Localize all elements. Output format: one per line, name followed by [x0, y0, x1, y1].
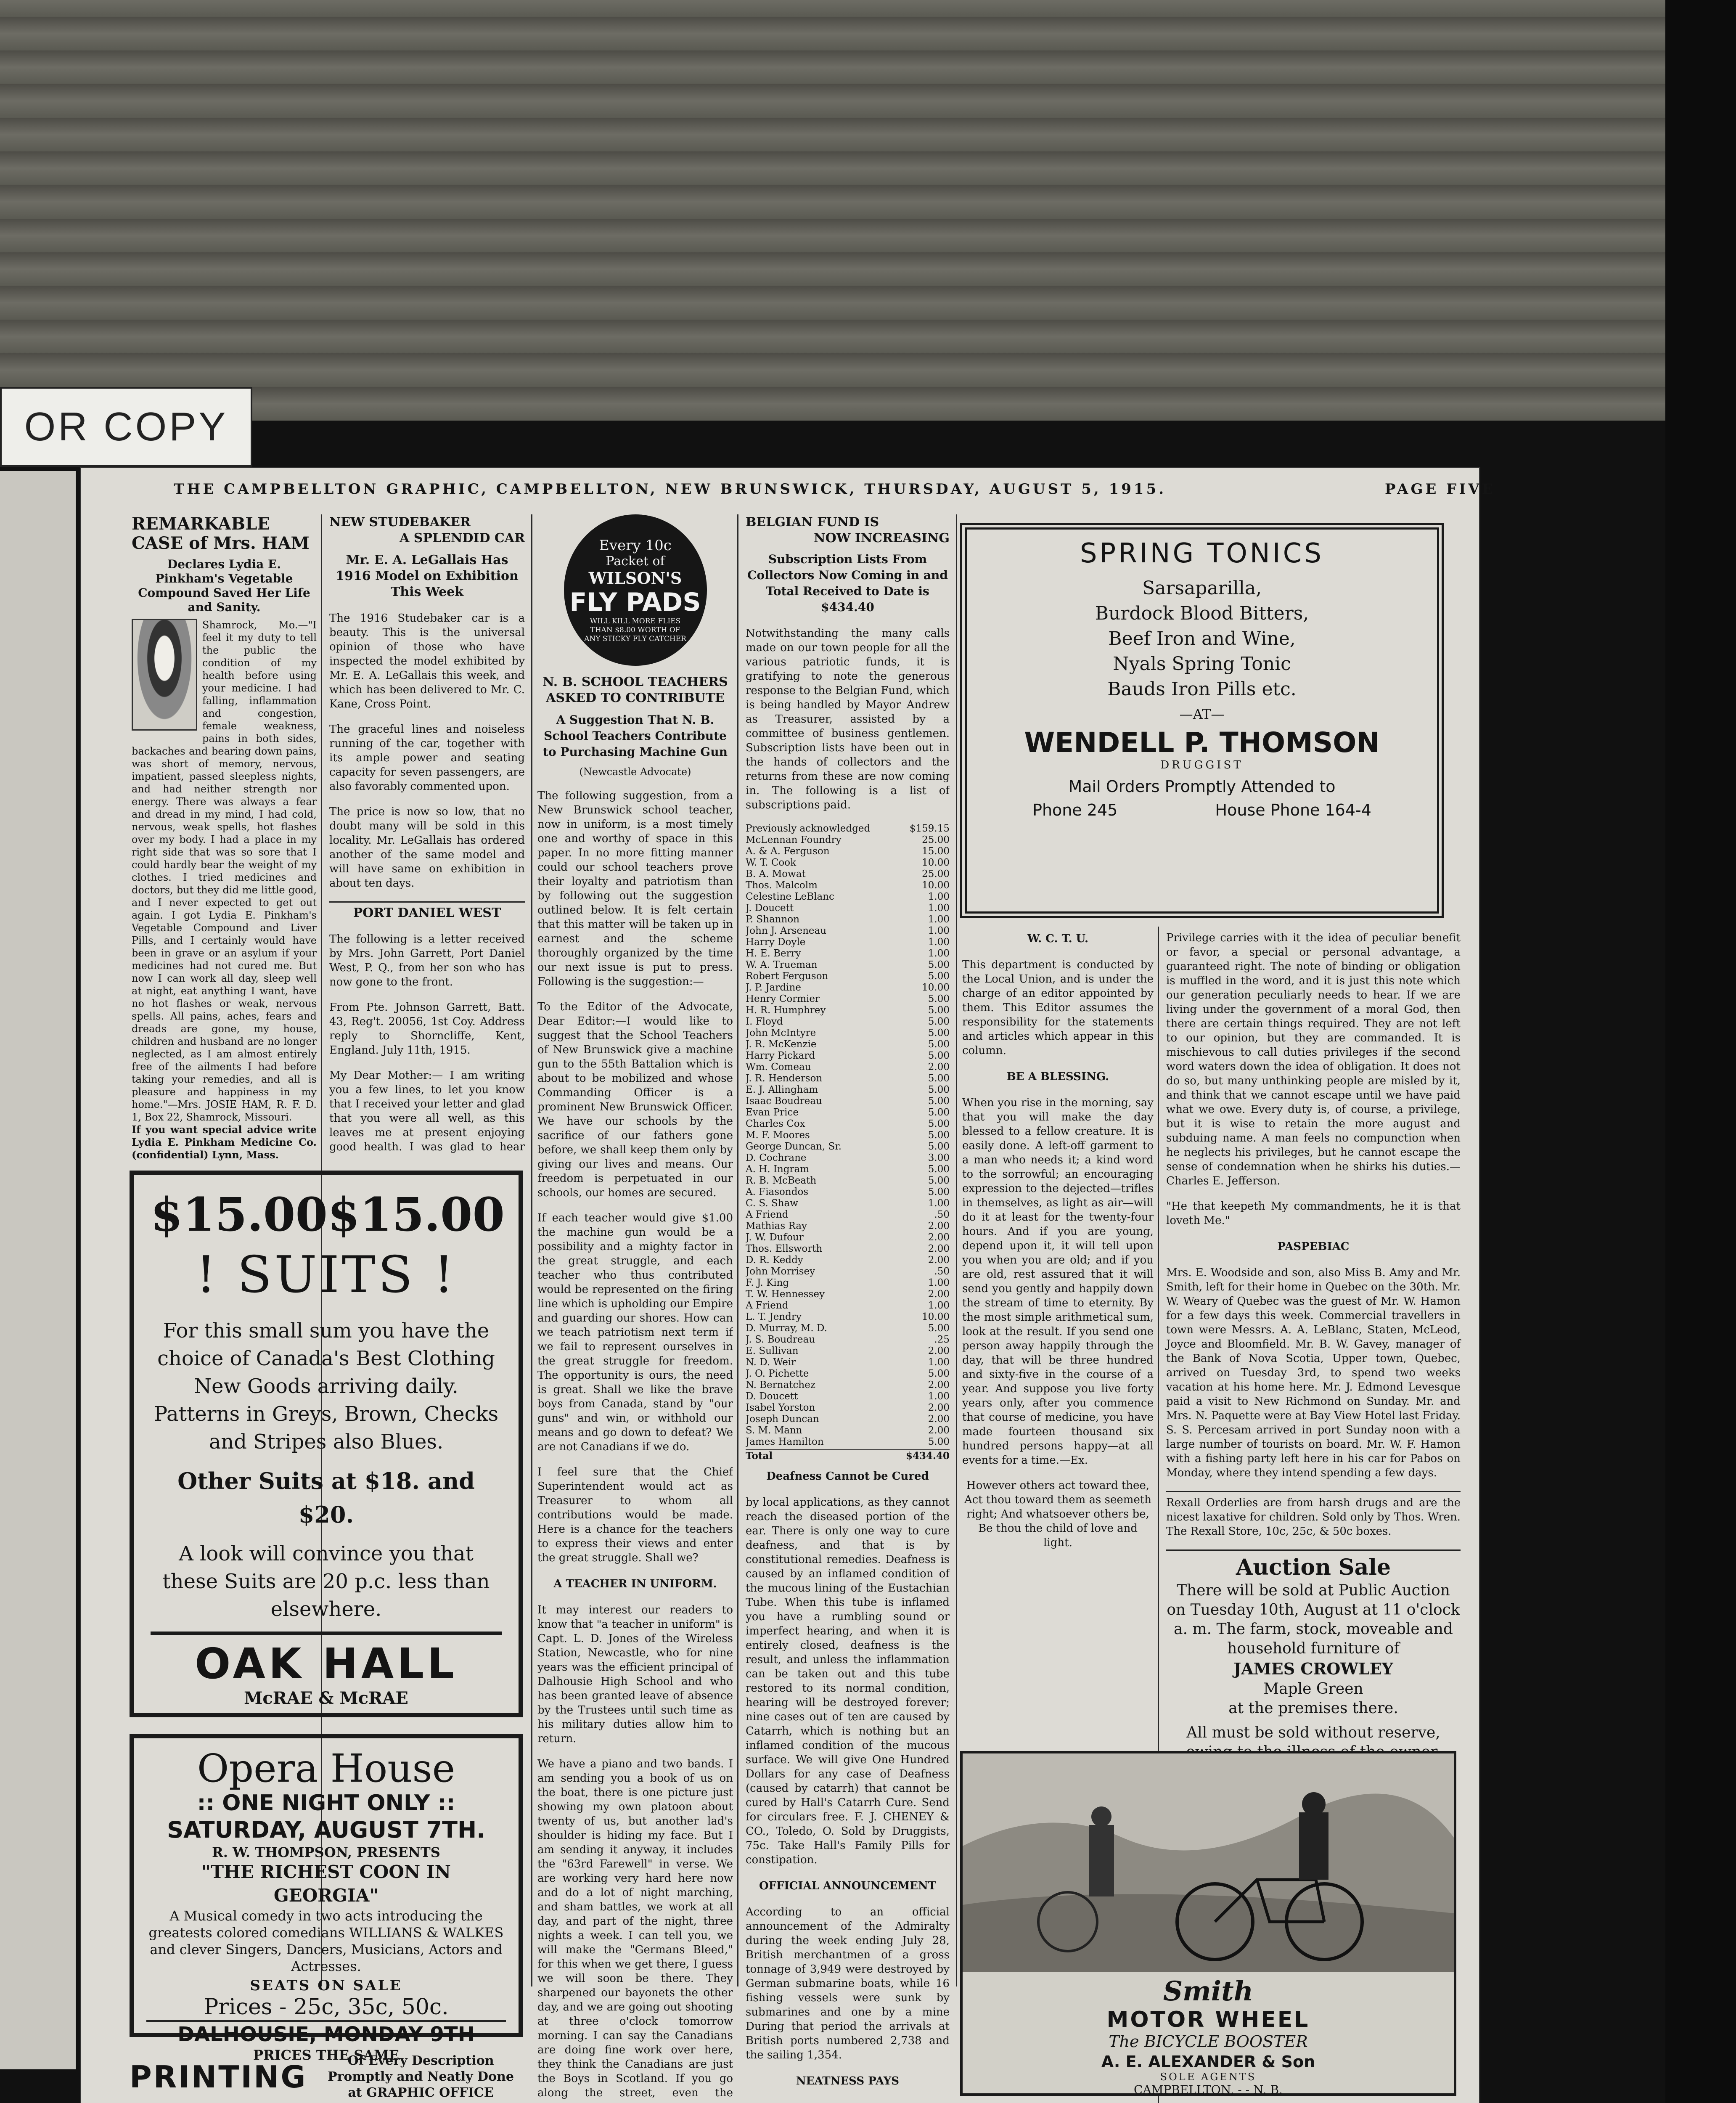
subscriber-name: J. S. Boudreau	[746, 1334, 815, 1345]
subscription-row	[746, 1073, 950, 1084]
subscriber-name: Harry Pickard	[746, 1050, 815, 1061]
subscription-row	[746, 1050, 950, 1062]
auction-place: Maple Green	[1263, 1680, 1363, 1698]
subscription-amount: 5.00	[928, 959, 950, 970]
subscription-amount: 1.00	[928, 937, 950, 948]
subscriber-name: E. Sullivan	[746, 1345, 799, 1356]
subscription-row	[746, 1107, 950, 1118]
subscriber-name: B. A. Mowat	[746, 869, 806, 879]
subscription-amount: 10.00	[922, 857, 950, 868]
subscription-row	[746, 834, 950, 846]
fly-pads-line-1: Every 10c	[599, 537, 672, 554]
column-5	[962, 931, 1154, 1553]
subscription-amount: 2.00	[928, 1414, 950, 1425]
letter-continued: We have a piano and two bands. I am sending you a book of us on the boat, there is one picture just showing my own platoon about twenty of us, but another lad's shoulder is hiding my face. But I am sending it anyway, it includes the "63rd Farewell" in verse. We are working very hard here now and do a lot of night marching, and sham battles, we work at all day, and part of the night, three nights a week. I can tell you, we will make the "Germans Bleed," for this when we get there, I guess we will soon be there. They sharpened our bayonets the other day, and we are going out shooting at three o'clock tomorrow morning. I can say the Canadians are doing fine work over here, they think the Canadians are just the Boys in Scotland. If you go along the street, even the	[537, 1758, 733, 2099]
subscription-row	[746, 925, 950, 937]
subscription-amount: 5.00	[928, 1130, 950, 1141]
subscription-total	[746, 1449, 950, 1462]
port-daniel-para-2: From Pte. Johnson Garrett, Batt. 43, Reg't. 20056, 1st Coy. Address reply to Shorncliffe, Kent, England. July 11th, 1915.	[329, 1001, 525, 1057]
subscriber-name: D. Cochrane	[746, 1152, 807, 1163]
opera-show: "THE RICHEST COON IN GEORGIA"	[201, 1862, 451, 1906]
subscription-row	[746, 1436, 950, 1448]
subscription-amount: 5.00	[928, 1164, 950, 1175]
column-rule	[956, 514, 957, 1986]
teacher-uniform-heading: A TEACHER IN UNIFORM.	[553, 1578, 717, 1590]
subscription-amount: 2.00	[928, 1402, 950, 1413]
subscription-row	[746, 982, 950, 993]
subscriber-name: J. Doucett	[746, 903, 794, 914]
column-3	[537, 514, 733, 2100]
spring-title: SPRING TONICS	[1080, 538, 1324, 569]
subscription-list	[746, 823, 950, 1448]
total-value: $434.40	[905, 1450, 950, 1462]
opera-date: SATURDAY, AUGUST 7TH.	[167, 1817, 485, 1843]
subscriber-name: D. R. Keddy	[746, 1255, 803, 1266]
smith-title-row	[963, 1976, 1454, 2051]
subscription-row	[746, 1402, 950, 1414]
paspebiac-body: Mrs. E. Woodside and son, also Miss B. Amy and Mr. Smith, left for their home in Quebec on the 30th. Mr. W. Weary of Quebec was the guest of Mr. W. Hamon for a few days this week. Commercial travellers in town were Messrs. A. A. LeBlanc, Staten, McLeod, Joyce and Bloomfield. Mr. B. W. Gavey, manager of the Bank of Nova Scotia, Upper town, Quebec, arrived on Tuesday 3rd, to spend two weeks vacation at his home here. Mr. J. Edmond Levesque paid a visit to New Richmond on Sunday. Mr. and Mrs. N. Paquette were at Bay View Hotel last Friday. S. S. Percesam arrived in port Sunday noon with a large number of tourists on board. Mr. W. F. Hamon with a fishing party left here in his car for Pabos on Monday, where they intend spending a few days.	[1166, 1266, 1461, 1479]
subscriber-name: J. W. Dufour	[746, 1232, 804, 1243]
belgian-subheading: NOW INCREASING	[814, 531, 950, 546]
subscription-amount: 10.00	[922, 880, 950, 891]
pinkham-ad	[132, 514, 317, 1187]
subscription-amount: 1.00	[928, 1198, 950, 1209]
subscription-amount: 2.00	[928, 1380, 950, 1391]
subscriber-name: S. M. Mann	[746, 1425, 802, 1436]
belgian-deck: Subscription Lists From Collectors Now Coming in and Total Received to Date is $434.40	[747, 552, 948, 614]
subscription-amount: 5.00	[928, 1107, 950, 1118]
subscription-row	[746, 880, 950, 891]
subscription-row	[746, 1198, 950, 1209]
subscription-amount: 3.00	[928, 1152, 950, 1163]
column-1	[132, 514, 317, 1187]
subscription-amount: 1.00	[928, 903, 950, 914]
subscription-row	[746, 1084, 950, 1096]
subscription-row	[746, 846, 950, 857]
subscription-amount: 5.00	[928, 1118, 950, 1129]
subscription-amount: 5.00	[928, 971, 950, 982]
subscription-row	[746, 1141, 950, 1152]
pinkham-footer: If you want special advice write Lydia E. Pinkham Medicine Co. (confidential) Lynn, Mass.	[132, 1123, 317, 1161]
subscriber-name: I. Floyd	[746, 1016, 783, 1027]
subscription-amount: 5.00	[928, 1436, 950, 1447]
subscriber-name: N. Bernatchez	[746, 1380, 815, 1391]
smith-agent: A. E. ALEXANDER & Son	[1101, 2053, 1315, 2071]
subscription-amount: 1.00	[928, 914, 950, 925]
subscription-row	[746, 1334, 950, 1345]
subscriber-name: C. S. Shaw	[746, 1198, 798, 1209]
subscription-row	[746, 1345, 950, 1357]
paspebiac-heading: PASPEBIAC	[1277, 1240, 1350, 1253]
subscription-amount: 2.00	[928, 1289, 950, 1300]
spring-druggist: DRUGGIST	[1160, 759, 1244, 771]
subscriber-name: W. A. Trueman	[746, 959, 818, 970]
subscription-row	[746, 971, 950, 982]
subscriber-name: A Friend	[746, 1209, 789, 1220]
smith-subtitle: The BICYCLE BOOSTER	[1109, 2032, 1308, 2051]
subscription-amount: 5.00	[928, 1096, 950, 1107]
subscription-row	[746, 1221, 950, 1232]
subscription-amount: 1.00	[928, 1277, 950, 1288]
deafness-body: by local applications, as they cannot reach the diseased portion of the ear. There is only one way to cure deafness, and that is by constitutional remedies. Deafness is caused by an inflamed condition of the mucous lining of the Eustachian Tube. When this tube is inflamed you have a rumbling sound or imperfect hearing, and when it is entirely closed, deafness is the result, and unless the inflammation can be taken out and this tube restored to its normal condition, hearing will be destroyed forever; nine cases out of ten are caused by Catarrh, which is nothing but an inflamed condition of the mucous surface. We will give One Hundred Dollars for any case of Deafness (caused by catarrh) that cannot be cured by Hall's Catarrh Cure. Send for circulars free. F. J. CHENEY & CO., Toledo, O. Sold by Druggists, 75c. Take Hall's Family Pills for constipation.	[746, 1496, 950, 1866]
subscription-amount: 1.00	[928, 948, 950, 959]
subscriber-name: John McIntyre	[746, 1028, 816, 1038]
auction-at: at the premises there.	[1228, 1700, 1398, 1717]
suits-line-4: Other Suits at $18. and $20.	[177, 1467, 475, 1528]
auction-name: JAMES CROWLEY	[1233, 1659, 1393, 1678]
spring-item: Burdock Blood Bitters,	[1095, 603, 1309, 624]
subscriber-name: T. W. Hennessey	[746, 1289, 825, 1300]
teachers-para-2: To the Editor of the Advocate, Dear Editor:—I would like to suggest that the School Teachers of New Brunswick give a machine gun to the 55th Battalion which is about to be mobilized and whose Commanding Officer is a prominent New Brunswick Officer. We have our schools by the sacrifice of our fathers gone before, we shall keep them only by giving our lives and means. Our freedom is perpetuated in our schools, our homes are secured.	[537, 1001, 733, 1199]
subscription-row	[746, 1311, 950, 1323]
subscriber-name: A. & A. Ferguson	[746, 846, 830, 857]
studebaker-subheading: A SPLENDID CAR	[400, 531, 525, 546]
subscription-amount: 2.00	[928, 1243, 950, 1254]
subscriber-name: Wm. Comeau	[746, 1062, 811, 1073]
pinkham-headline: REMARKABLE	[132, 514, 270, 534]
suits-store-name: OAK HALL	[195, 1639, 458, 1688]
masthead	[174, 481, 1495, 506]
subscriber-name: H. E. Berry	[746, 948, 801, 959]
port-daniel-para-1: The following is a letter received by Mrs. John Garrett, Port Daniel West, P. Q., from her son who has now gone to the front.	[329, 933, 525, 988]
subscriber-name: J. R. Henderson	[746, 1073, 823, 1084]
subscription-amount: 25.00	[922, 834, 950, 845]
subscription-amount: 5.00	[928, 1084, 950, 1095]
subscription-row	[746, 1425, 950, 1436]
column-4	[746, 514, 950, 2100]
right-dark-strip	[1665, 0, 1736, 2103]
subscription-amount: 5.00	[928, 993, 950, 1004]
fly-pads-line-2: Packet of	[606, 554, 665, 569]
subscription-row	[746, 1368, 950, 1380]
subscriber-name: F. J. King	[746, 1277, 789, 1288]
subscription-amount: 2.00	[928, 1232, 950, 1243]
subscription-amount: .25	[934, 1334, 950, 1345]
spring-at: —AT—	[1179, 706, 1225, 722]
subscription-row	[746, 1380, 950, 1391]
subscriber-name: P. Shannon	[746, 914, 800, 925]
portrait-image	[132, 619, 197, 731]
belgian-heading: BELGIAN FUND IS	[746, 515, 879, 530]
opera-seats: SEATS ON SALE	[250, 1977, 402, 1994]
subscription-amount: 25.00	[922, 869, 950, 879]
pinkham-body: Shamrock, Mo.—"I feel it my duty to tell the public the condition of my health before using your medicine. I had falling, inflammation and congestion, female weakness, pains in both sides, backaches and bearing down pains, was short of memory, nervous, impatient, passed sleepless nights, and had neither strength nor energy. There was always a fear and dread in my mind, I had cold, nervous, weak spells, hot flashes over my body. I had a place in my right side that was so sore that I could hardly bear the weight of my clothes. I tried medicines and doctors, but they did me little good, and I never expected to get out again. I got Lydia E. Pinkham's Vegetable Compound and Liver Pills, and I certainly would have been in grave or an asylum if your medicines had not cured me. But now I can work all day, sleep well at night, eat anything I want, have no hot flashes or weak, nervous spells. All pains, aches, fears and dreads are gone, my house, children and husband are no longer neglected, as I am almost entirely free of the ailments I had before taking your remedies, and all is pleasure and happiness in my home."—Mrs. JOSIE HAM, R. F. D. 1, Box 22, Shamrock, Missouri.	[132, 619, 317, 1123]
spring-item: Bauds Iron Pills etc.	[1107, 678, 1297, 700]
bicycle-illustration	[963, 1753, 1454, 1972]
subscriber-name: John Morrisey	[746, 1266, 815, 1277]
spring-tonics-ad	[960, 523, 1444, 918]
subscription-amount: 1.00	[928, 1391, 950, 1402]
opera-prices: Prices - 25c, 35c, 50c.	[204, 1994, 449, 2020]
subscription-amount: 2.00	[928, 1425, 950, 1436]
fly-pads-line-3: WILSON'S	[588, 568, 682, 588]
subscription-amount: 5.00	[928, 1050, 950, 1061]
subscription-row	[746, 1289, 950, 1300]
port-daniel-para-3: My Dear Mother:— I am writing you a few lines, to let you know that I received your letter and glad that you were all well, as this leaves me at present enjoying good health. I was glad to hear	[329, 1069, 525, 1153]
subscriber-name: George Duncan, Sr.	[746, 1141, 842, 1152]
fly-pads-line-5: WILL KILL MORE FLIES THAN $8.00 WORTH OF ANY STICKY FLY CATCHER	[584, 617, 686, 643]
spring-item: Sarsaparilla,	[1142, 577, 1262, 599]
teachers-deck: A Suggestion That N. B. School Teachers Contribute to Purchasing Machine Gun	[543, 713, 728, 759]
teacher-uniform-para: It may interest our readers to know that "a teacher in uniform" is Capt. L. D. Jones of the Wireless Station, Newcastle, who for nine years was the efficient principal of Dalhousie High School and who has been granted leave of absence by the Trustees until such time as his military duties allow him to return.	[537, 1604, 733, 1745]
opera-description: A Musical comedy in two acts introducing the greatests colored comedians WILLIANS & WALKES and clever Singers, Dancers, Musicians, Actors and Actresses.	[148, 1908, 504, 1974]
spring-phone: Phone 245	[1032, 801, 1118, 819]
subscription-row	[746, 1187, 950, 1198]
column-2	[329, 514, 525, 1154]
blessing-body: When you rise in the morning, say that you will make the day blessed to a fellow creature. It is easily done. A left-off garment to a man who needs it; a kind word to the sorrowful; an encouraging expression to the dejected—trifles in themselves, as light as air—will do it at least for the twenty-four hours. And if you are young, depend upon it, it will tell upon you when you are old; and if you are old, rest assured that it will send you gently and happily down the stream of time to eternity. By the most simple arithmetical sum, look at the result. If you send one person away happily through the day, that will be three hundred and sixty-five in the course of a year. And suppose you live forty years only, after you commence that course of medicine, you have made fourteen thousand six hundred persons happy—at all events for a time.—Ex.	[962, 1097, 1154, 1467]
subscriber-name: Thos. Ellsworth	[746, 1243, 823, 1254]
suits-store-owner: McRAE & McRAE	[244, 1688, 408, 1708]
subscription-amount: 5.00	[928, 1016, 950, 1027]
subscriber-name: Robert Ferguson	[746, 971, 828, 982]
subscriber-name: H. R. Humphrey	[746, 1005, 826, 1016]
opera-dalhousie: DALHOUSIE, MONDAY 9TH	[146, 2020, 506, 2047]
newspaper-page	[80, 467, 1495, 2103]
spring-store: WENDELL P. THOMSON	[1024, 726, 1380, 759]
subscription-amount: 10.00	[922, 1311, 950, 1322]
smith-brand: Smith	[1163, 1976, 1254, 2007]
subscription-row	[746, 1277, 950, 1289]
auction-heading: Auction Sale	[1236, 1555, 1391, 1580]
suits-price-row	[151, 1187, 505, 1242]
subscriber-name: James Hamilton	[746, 1436, 824, 1447]
subscription-row	[746, 914, 950, 925]
subscription-amount: .50	[934, 1266, 950, 1277]
subscriber-name: Charles Cox	[746, 1118, 805, 1129]
opera-title: Opera House	[197, 1746, 455, 1791]
subscription-row	[746, 959, 950, 971]
subscriber-name: J. P. Jardine	[746, 982, 801, 993]
admiralty-body: According to an official announcement of the Admiralty during the week ending July 28, British merchantmen of a gross tonnage of 3,949 were destroyed by German submarine boats, while 16 fishing vessels were sunk by submarines and one by a mine During that period the arrivals at British ports numbered 2,738 and the sailing 1,354.	[746, 1906, 950, 2061]
subscriber-name: Harry Doyle	[746, 937, 806, 948]
privilege-body: Privilege carries with it the idea of peculiar benefit or favor, a special or personal advantage, a guaranteed right. The note of binding or obligation is muffled in the word, and it is just this note which our generation peculiarly needs to hear. If we are living under the government of a moral God, then there are certain things required. They are not left to our opinion, but they are commanded. It is mischievous to call duties privileges if the second word waters down the idea of obligation. It does not do so, but many unthinking people are misled by it, and think that we cannot escape until we have paid what we owe. Every duty is, of course, a privilege, but it is wise to retain the more august and subduing name. A man feels no compunction when he neglects his privileges, but he cannot escape the sense of condemnation when he shirks his duties.—Charles E. Jefferson.	[1166, 932, 1461, 1187]
subscription-row	[746, 869, 950, 880]
studebaker-para-3: The price is now so low, that no doubt many will be sold in this locality. Mr. LeGallais has ordered another of the same model and will have same on exhibition in about ten days.	[329, 805, 525, 890]
subscription-row	[746, 1062, 950, 1073]
subscriber-name: M. F. Moores	[746, 1130, 810, 1141]
subscription-amount: .50	[934, 1209, 950, 1220]
suits-line-1: For this small sum you have the choice of Canada's Best Clothing	[157, 1319, 495, 1370]
auction-terms: All must be sold without reserve,	[1186, 1724, 1440, 1741]
subscription-amount: 2.00	[928, 1345, 950, 1356]
teachers-subheading: ASKED TO CONTRIBUTE	[546, 691, 725, 705]
subscriber-name: Thos. Malcolm	[746, 880, 818, 891]
subscription-amount: 2.00	[928, 1062, 950, 1073]
studebaker-heading: NEW STUDEBAKER	[329, 515, 471, 530]
subscription-amount: 5.00	[928, 1073, 950, 1084]
subscription-row	[746, 948, 950, 959]
opera-house-ad	[130, 1734, 523, 2063]
masthead-right: PAGE FIVE	[1385, 481, 1495, 498]
subscription-row	[746, 1243, 950, 1255]
suits-line-2: New Goods arriving daily.	[194, 1375, 458, 1398]
column-rule	[531, 514, 532, 1986]
subscriber-name: W. T. Cook	[746, 857, 797, 868]
teachers-para-1: The following suggestion, from a New Brunswick school teacher, now in uniform, is a most timely one and worthy of space in this paper. In no more fitting manner could our school teachers prove their loyalty and patriotism than by following out the suggestion outlined below. It is felt certain that this matter will be taken up in earnest and the scheme thoroughly organized by the time our next issue is put to press. Following is the suggestion:—	[537, 789, 733, 988]
spring-phones	[984, 801, 1420, 819]
port-daniel-heading: PORT DANIEL WEST	[329, 901, 525, 921]
subscriber-name: J. O. Pichette	[746, 1368, 809, 1379]
subscriber-name: N. D. Weir	[746, 1357, 796, 1368]
fly-pads-ad	[564, 514, 707, 666]
subscription-amount: 1.00	[928, 1300, 950, 1311]
subscription-amount: 1.00	[928, 925, 950, 936]
subscription-row	[746, 1005, 950, 1016]
subscription-row	[746, 1300, 950, 1311]
suits-price-left: $15.00	[151, 1187, 328, 1242]
subscriber-name: A. H. Ingram	[746, 1164, 810, 1175]
subscriber-name: Henry Cormier	[746, 993, 820, 1004]
subscription-amount: 5.00	[928, 1323, 950, 1334]
admiralty-heading: OFFICIAL ANNOUNCEMENT	[759, 1880, 937, 1892]
subscriber-name: Isaac Boudreau	[746, 1096, 822, 1107]
printing-description: Of Every Description Promptly and Neatly Done at GRAPHIC OFFICE	[328, 2053, 514, 2100]
subscription-amount: 5.00	[928, 1141, 950, 1152]
subscriber-name: John J. Arseneau	[746, 925, 827, 936]
opera-presents: R. W. THOMPSON, PRESENTS	[212, 1844, 440, 1860]
subscription-amount: 10.00	[922, 982, 950, 993]
column-6	[1166, 931, 1461, 1801]
subscription-row	[746, 1209, 950, 1221]
fly-pads-line-4: FLY PADS	[569, 587, 701, 617]
studebaker-para-2: The graceful lines and noiseless running of the car, together with its ample power and seating capacity for seven passengers, are also favorably commented upon.	[329, 723, 525, 793]
subscription-amount: 5.00	[928, 1175, 950, 1186]
spring-mail: Mail Orders Promptly Attended to	[1068, 777, 1336, 796]
deafness-heading: Deafness Cannot be Cured	[766, 1470, 929, 1483]
wctu-body: This department is conducted by the Local Union, and is under the charge of an editor appointed by them. This Editor assumes the responsibility for the statements and articles which appear in this column.	[962, 959, 1154, 1057]
pinkham-subhead: Declares Lydia E. Pinkham's Vegetable Compound Saved Her Life and Sanity.	[138, 557, 310, 614]
subscriber-name: McLennan Foundry	[746, 834, 842, 845]
subscriber-name: D. Murray, M. D.	[746, 1323, 827, 1334]
smith-city: CAMPBELLTON, - - N. B.	[1134, 2083, 1283, 2097]
smith-sole-agents: SOLE AGENTS	[1160, 2071, 1257, 2083]
subscription-row	[746, 903, 950, 914]
subscriber-name: Evan Price	[746, 1107, 799, 1118]
subscriber-name: A. Fiasondos	[746, 1187, 809, 1197]
subscription-amount: 2.00	[928, 1255, 950, 1266]
subscription-amount: 1.00	[928, 1357, 950, 1368]
spring-items	[984, 576, 1420, 702]
subscription-row	[746, 857, 950, 869]
subscription-row	[746, 1039, 950, 1050]
total-label: Total	[746, 1450, 773, 1462]
column-rule	[737, 514, 738, 1986]
suits-line-3: Patterns in Greys, Brown, Checks and Stripes also Blues.	[153, 1402, 499, 1454]
subscription-row	[746, 891, 950, 903]
subscriber-name: L. T. Jendry	[746, 1311, 802, 1322]
subscriber-name: Joseph Duncan	[746, 1414, 819, 1425]
subscriber-name: E. J. Allingham	[746, 1084, 818, 1095]
suits-title: ! SUITS !	[196, 1246, 457, 1304]
smith-motor-wheel-ad	[960, 1751, 1456, 2096]
printing-ad	[130, 2050, 523, 2103]
spring-house-phone: House Phone 164-4	[1215, 801, 1371, 819]
subscription-amount: 5.00	[928, 1187, 950, 1197]
masthead-left: THE CAMPBELLTON GRAPHIC, CAMPBELLTON, NEW BRUNSWICK, THURSDAY, AUGUST 5, 1915.	[174, 481, 1167, 498]
teachers-para-3: If each teacher would give $1.00 the machine gun would be a possibility and a mighty factor in the great struggle, and each teacher who thus contributed would be represented on the firing line which is upholding our Empire and guarding our shores. How can we teach patriotism next term if we fail to represent ourselves in the great struggle for freedom. The opportunity is ours, the need is great. Shall we like the brave boys from Canada, stand by "our guns" and win, or withhold our means and go down to defeat? We are not Canadians if we do.	[537, 1212, 733, 1453]
subscription-amount: 5.00	[928, 1368, 950, 1379]
subscription-row	[746, 1118, 950, 1130]
subscription-row	[746, 1016, 950, 1028]
scripture-quote: "He that keepeth My commandments, he it is that loveth Me."	[1166, 1200, 1461, 1227]
subscription-amount: 5.00	[928, 1005, 950, 1016]
suits-store-block	[151, 1632, 502, 1708]
subscription-amount: 2.00	[928, 1221, 950, 1232]
subscription-amount: 1.00	[928, 891, 950, 902]
subscription-row	[746, 1164, 950, 1175]
smith-title: MOTOR WHEEL	[1106, 2007, 1310, 2032]
subscription-amount: 5.00	[928, 1028, 950, 1038]
subscription-row	[746, 1175, 950, 1187]
spring-item: Beef Iron and Wine,	[1108, 628, 1296, 649]
subscription-amount: 5.00	[928, 1039, 950, 1050]
subscription-amount: 15.00	[922, 846, 950, 857]
teachers-para-4: I feel sure that the Chief Superintendent would act as Treasurer to whom all contributions would be made. Here is a chance for the teachers to express their views and enter the great struggle. Shall we?	[537, 1466, 733, 1564]
teachers-source: (Newcastle Advocate)	[579, 766, 691, 778]
subscription-row	[746, 1152, 950, 1164]
subscriber-name: D. Doucett	[746, 1391, 798, 1402]
auction-body: There will be sold at Public Auction on Tuesday 10th, August at 11 o'clock a. m. The farm, stock, moveable and household furniture of	[1167, 1582, 1460, 1657]
suits-ad	[130, 1171, 523, 1717]
copy-label: OR COPY	[0, 387, 252, 467]
subscriber-name: Isabel Yorston	[746, 1402, 815, 1413]
opera-night: :: ONE NIGHT ONLY ::	[197, 1790, 455, 1816]
subscription-row	[746, 1414, 950, 1425]
spring-item: Nyals Spring Tonic	[1113, 653, 1291, 675]
belgian-intro: Notwithstanding the many calls made on our town people for all the various patriotic funds, it is gratifying to note the generous response to the Belgian Fund, which is being handled by Mayor Andrew as Treasurer, assisted by a committee of business gentlemen. Subscription lists have been out in the hands of collectors and the returns from these are now coming in. The following is a list of subscriptions paid.	[746, 627, 950, 811]
subscription-row	[746, 1130, 950, 1141]
subscription-row	[746, 1096, 950, 1107]
subscription-row	[746, 823, 950, 834]
subscription-row	[746, 1232, 950, 1243]
subscription-amount: $159.15	[909, 823, 950, 834]
suits-price-right: $15.00	[328, 1187, 505, 1242]
subscription-row	[746, 1255, 950, 1266]
subscriber-name: R. B. McBeath	[746, 1175, 817, 1186]
printing-title: PRINTING	[130, 2059, 307, 2095]
subscriber-name: J. R. McKenzie	[746, 1039, 817, 1050]
background-board	[0, 0, 1736, 421]
wctu-heading: W. C. T. U.	[1027, 932, 1089, 945]
studebaker-deck: Mr. E. A. LeGallais Has 1916 Model on Exhibition This Week	[336, 553, 519, 599]
subscription-row	[746, 1357, 950, 1368]
pinkham-headline-2: CASE of Mrs. HAM	[132, 533, 310, 553]
neatness-heading: NEATNESS PAYS	[796, 2075, 900, 2087]
blessing-heading: BE A BLESSING.	[1006, 1070, 1109, 1083]
subscription-row	[746, 1323, 950, 1334]
teachers-heading: N. B. SCHOOL TEACHERS	[542, 675, 728, 689]
studebaker-para-1: The 1916 Studebaker car is a beauty. This is the universal opinion of those who have inspected the model exhibited by Mr. E. A. LeGallais this week, and which has been delivered to Mr. C. Kane, Cross Point.	[329, 612, 525, 710]
subscription-row	[746, 1391, 950, 1402]
subscriber-name: A Friend	[746, 1300, 789, 1311]
poem-1: However others act toward thee, Act thou toward them as seemeth right; And whatsoever others be, Be thou the child of love and light.	[964, 1479, 1152, 1549]
subscription-row	[746, 937, 950, 948]
opera-prices-same: PRICES THE SAME	[253, 2047, 400, 2063]
adjacent-page-edge	[0, 471, 76, 2069]
subscription-row	[746, 1266, 950, 1277]
subscriber-name: Mathias Ray	[746, 1221, 807, 1232]
subscriber-name: Previously acknowledged	[746, 823, 871, 834]
subscription-row	[746, 1028, 950, 1039]
suits-line-5: A look will convince you that these Suits are 20 p.c. less than elsewhere.	[162, 1542, 490, 1621]
subscription-row	[746, 993, 950, 1005]
subscriber-name: Celestine LeBlanc	[746, 891, 834, 902]
rexall-ad: Rexall Orderlies are from harsh drugs and are the nicest laxative for children. Sold only by Thos. Wren. The Rexall Store, 10c, 25c, & 50c boxes.	[1166, 1491, 1461, 1539]
